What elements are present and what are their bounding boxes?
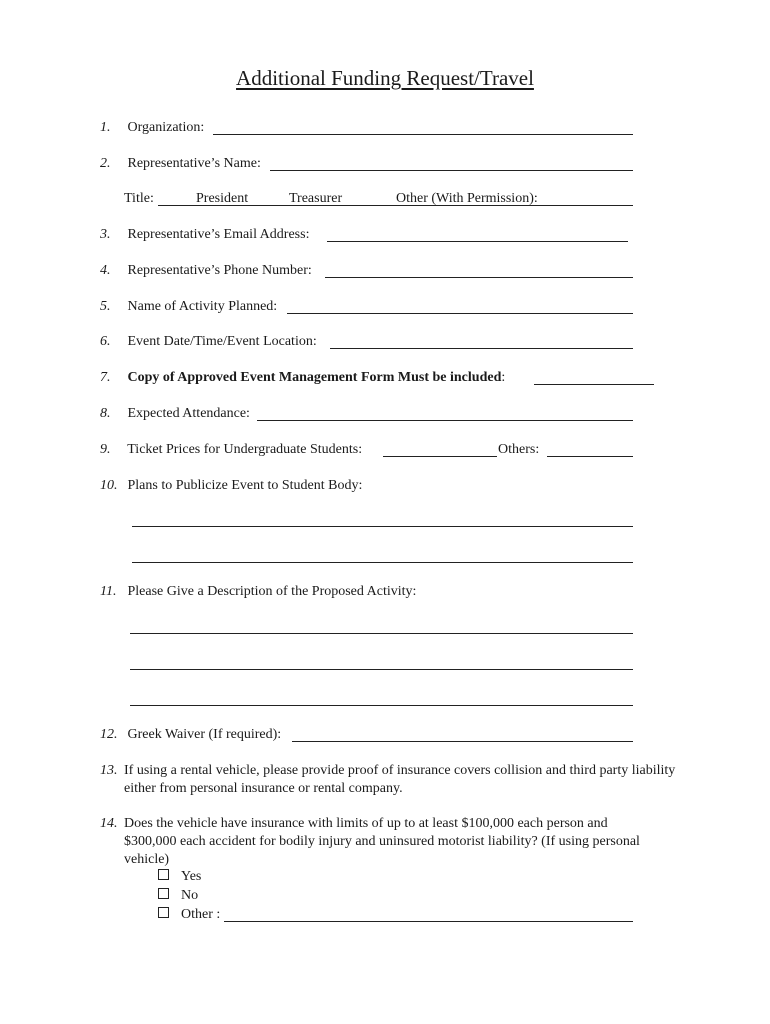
option-no[interactable] xyxy=(158,887,198,905)
item-number: 7. xyxy=(100,370,111,385)
activity-name-label: Name of Activity Planned: xyxy=(127,299,278,314)
item-number: 10. xyxy=(100,478,118,493)
item-number: 9. xyxy=(100,442,111,457)
publicize-row xyxy=(100,477,362,495)
others-price-field[interactable] xyxy=(547,456,633,457)
organization-field[interactable] xyxy=(213,134,633,135)
description-label: Please Give a Description of the Proposed Activity: xyxy=(127,584,417,599)
event-details-field[interactable] xyxy=(330,348,633,349)
email-label: Representative’s Email Address: xyxy=(127,227,310,242)
option-other-label: Other : xyxy=(181,907,221,922)
item-number: 6. xyxy=(100,334,111,349)
greek-waiver-row xyxy=(100,726,281,744)
organization-row xyxy=(100,119,204,137)
phone-field[interactable] xyxy=(325,277,633,278)
organization-label: Organization: xyxy=(127,120,205,135)
option-other[interactable] xyxy=(158,906,220,924)
greek-waiver-label: Greek Waiver (If required): xyxy=(127,727,282,742)
rental-insurance-text: If using a rental vehicle, please provide proof of insurance covers collision and third party liability either from personal insurance or rental company. xyxy=(124,763,676,796)
greek-waiver-field[interactable] xyxy=(292,741,633,742)
event-details-label: Event Date/Time/Event Location: xyxy=(127,334,317,349)
item-number: 4. xyxy=(100,263,111,278)
rental-insurance-paragraph xyxy=(100,762,680,798)
phone-row xyxy=(100,262,312,280)
description-field-line-2[interactable] xyxy=(130,669,633,670)
others-price-label: Others: xyxy=(498,442,540,457)
representative-name-label: Representative’s Name: xyxy=(127,156,261,171)
activity-name-field[interactable] xyxy=(287,313,633,314)
item-number: 3. xyxy=(100,227,111,242)
attendance-field[interactable] xyxy=(257,420,633,421)
title-row xyxy=(124,190,154,208)
ticket-prices-row xyxy=(100,441,362,459)
item-number: 14. xyxy=(100,816,118,831)
item-number: 1. xyxy=(100,120,111,135)
option-yes[interactable] xyxy=(158,868,201,886)
event-form-row xyxy=(100,369,505,387)
activity-name-row xyxy=(100,298,277,316)
checkbox-icon[interactable] xyxy=(158,888,169,899)
checkbox-icon[interactable] xyxy=(158,907,169,918)
email-field[interactable] xyxy=(327,241,628,242)
event-form-label: Copy of Approved Event Management Form Must be included xyxy=(127,370,502,385)
student-price-field[interactable] xyxy=(383,456,497,457)
event-form-field[interactable] xyxy=(534,384,654,385)
option-no-label: No xyxy=(181,888,199,903)
option-other-field[interactable] xyxy=(224,921,633,922)
item-number: 11. xyxy=(100,584,117,599)
attendance-row xyxy=(100,405,250,423)
title-option-other[interactable]: Other (With Permission): xyxy=(396,191,538,206)
publicize-label: Plans to Publicize Event to Student Body: xyxy=(127,478,363,493)
publicize-field-line-2[interactable] xyxy=(132,562,633,563)
representative-name-row xyxy=(100,155,261,173)
item-number: 8. xyxy=(100,406,111,421)
ticket-prices-label: Ticket Prices for Undergraduate Students: xyxy=(127,442,363,457)
description-row xyxy=(100,583,416,601)
title-option-president[interactable]: President xyxy=(196,191,249,206)
phone-label: Representative’s Phone Number: xyxy=(127,263,312,278)
email-row xyxy=(100,226,309,244)
item-number: 12. xyxy=(100,727,118,742)
vehicle-insurance-text: Does the vehicle have insurance with limits of up to at least $100,000 each person and $300,000 each accident for bodily injury and uninsured motorist liability? (If using personal vehicle) xyxy=(124,816,640,867)
description-field-line-1[interactable] xyxy=(130,633,633,634)
vehicle-insurance-paragraph xyxy=(100,815,660,869)
representative-name-field[interactable] xyxy=(270,170,633,171)
event-form-colon: : xyxy=(501,370,506,385)
attendance-label: Expected Attendance: xyxy=(127,406,250,421)
event-details-row xyxy=(100,333,317,351)
item-number: 13. xyxy=(100,763,118,778)
checkbox-icon[interactable] xyxy=(158,869,169,880)
publicize-field-line-1[interactable] xyxy=(132,526,633,527)
title-label: Title: xyxy=(124,191,154,206)
item-number: 5. xyxy=(100,299,111,314)
title-option-treasurer[interactable]: Treasurer xyxy=(289,191,343,206)
description-field-line-3[interactable] xyxy=(130,705,633,706)
page-title: Additional Funding Request/Travel xyxy=(236,66,534,90)
option-yes-label: Yes xyxy=(181,869,202,884)
item-number: 2. xyxy=(100,156,111,171)
